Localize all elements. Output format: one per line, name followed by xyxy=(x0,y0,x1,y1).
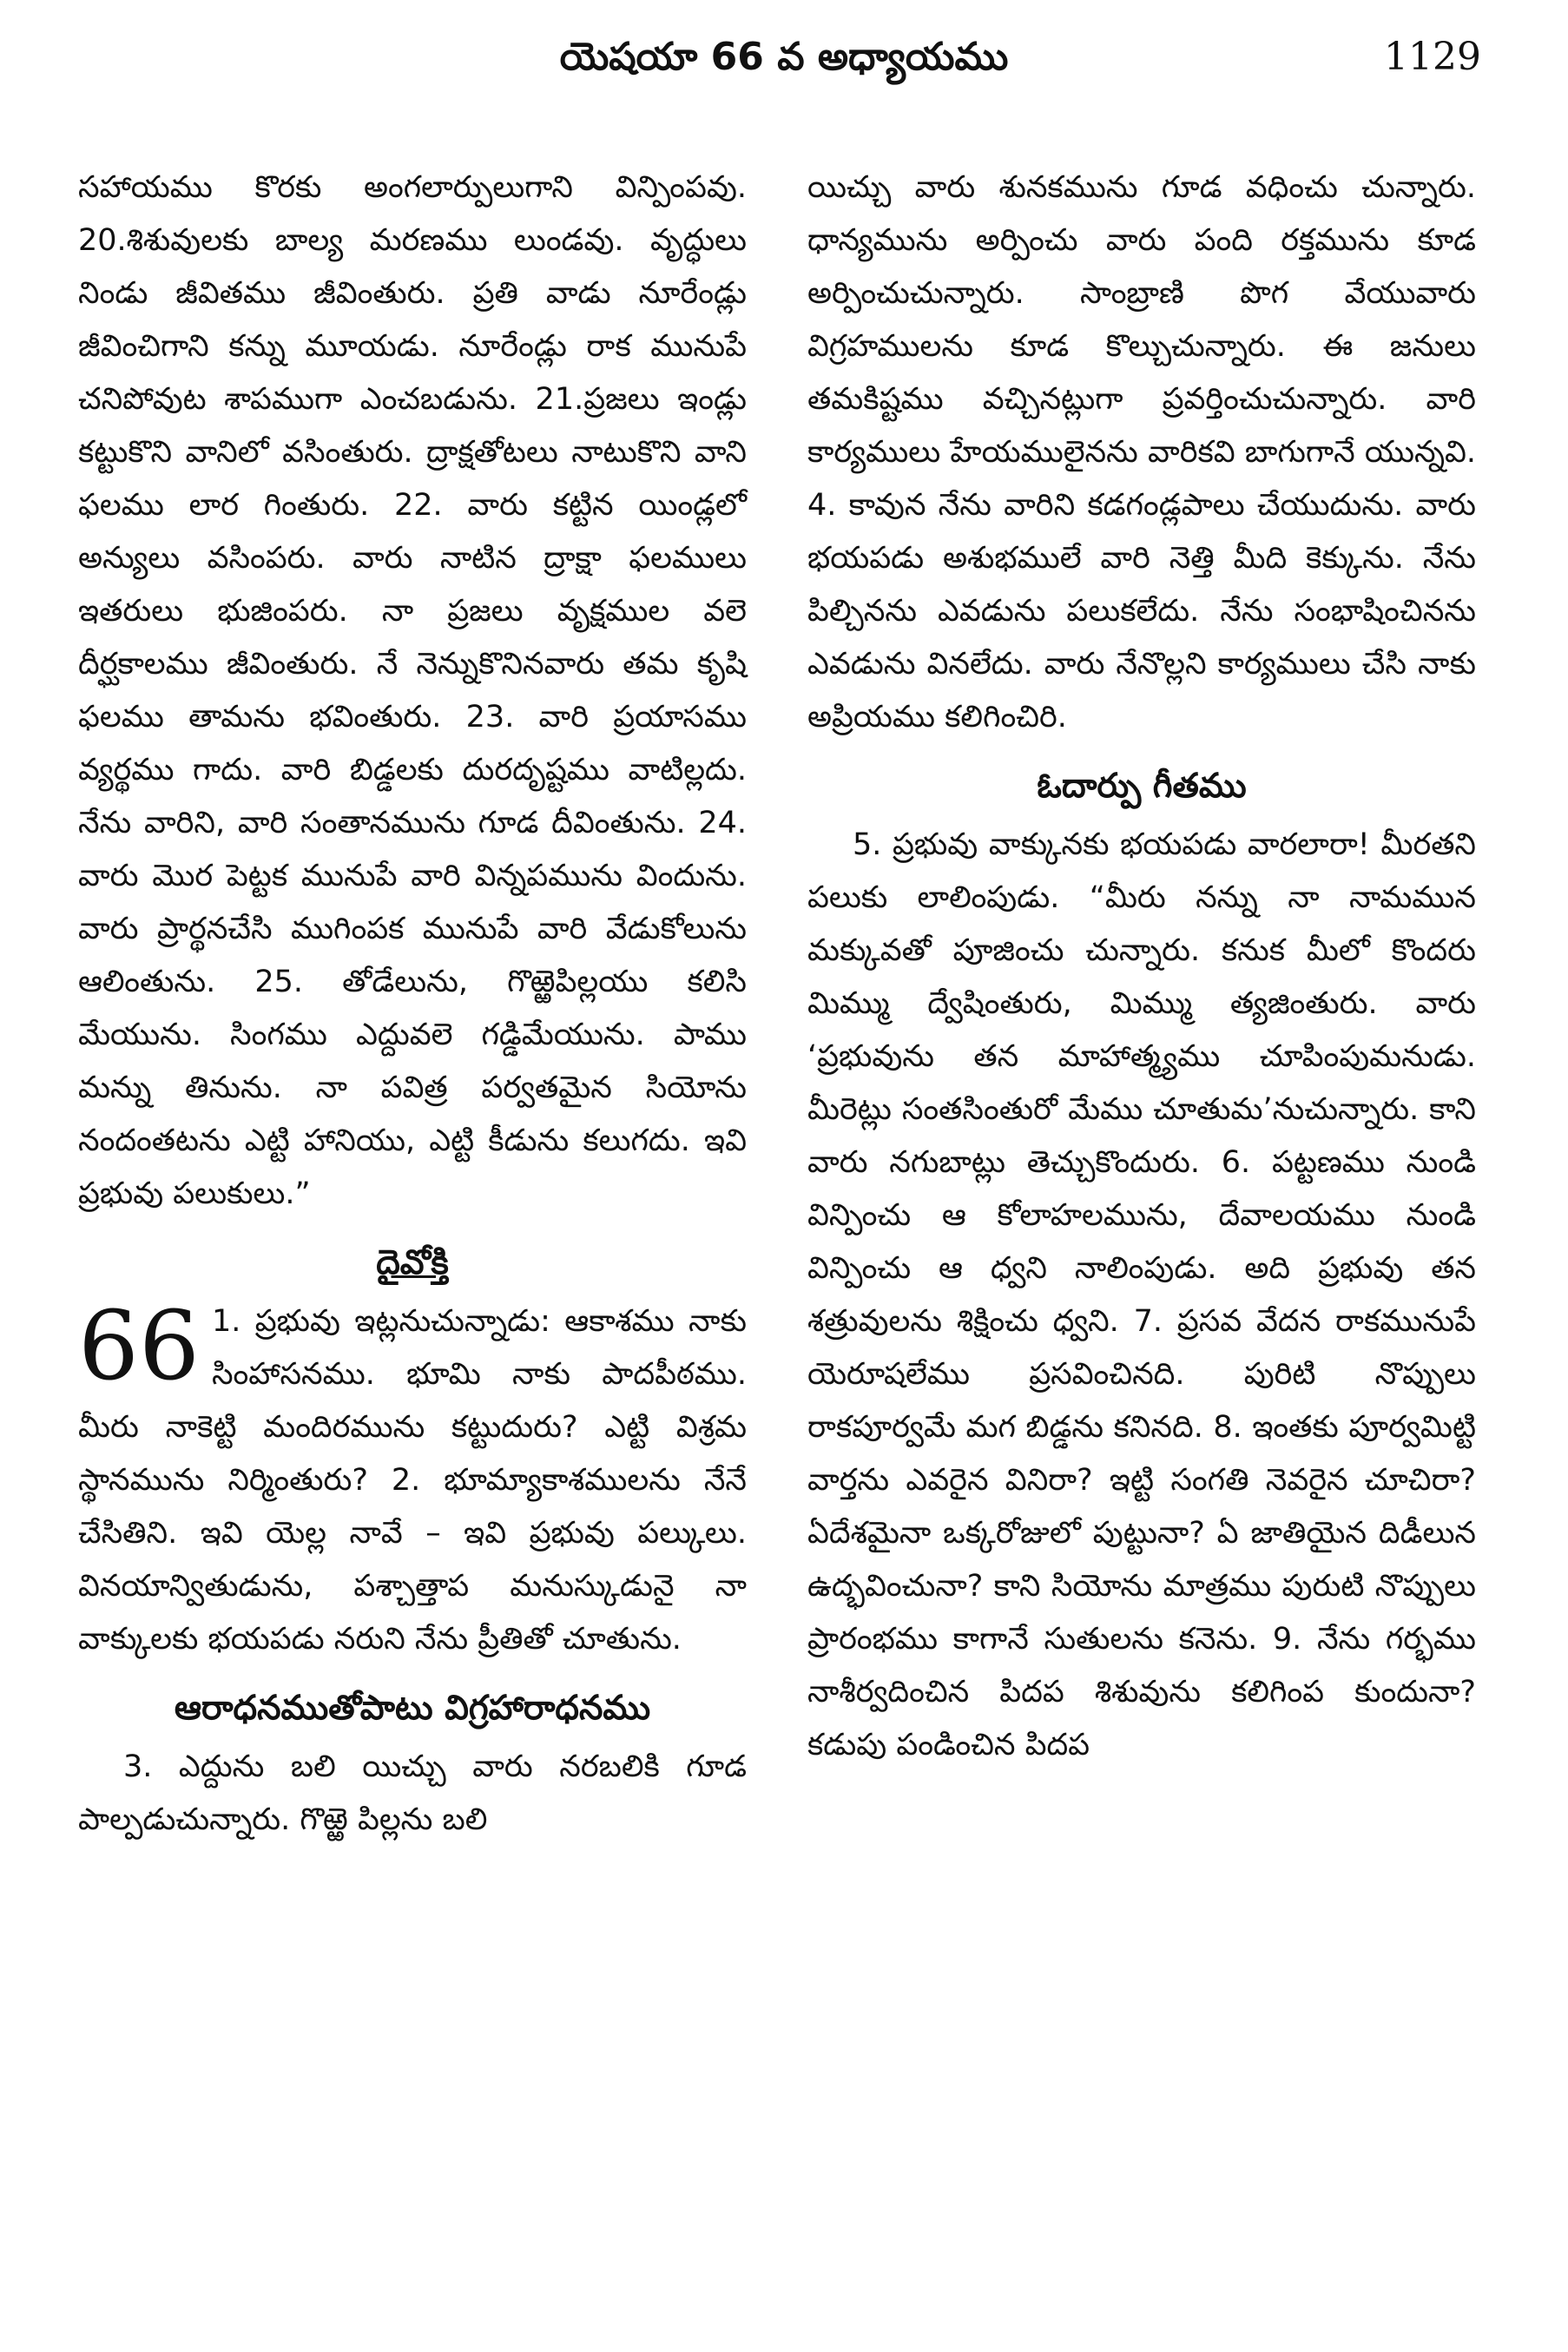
section-heading-text: దైవోక్తి xyxy=(376,1243,449,1282)
verse-paragraph: సహాయము కొరకు అంగలార్పులుగాని విన్పింపవు. 20.శిశువులకు బాల్య మరణము లుండవు. వృద్ధులు నిండు జీవితము జీవింతురు. ప్రతి వాడు నూరేండ్లు జీవించిగాని కన్ను మూయడు. నూరేండ్లు రాక మునుపే చనిపోవుట శాపముగా ఎంచబడును. 21.ప్రజలు ఇండ్లు కట్టుకొని వానిలో వసింతురు. ద్రాక్షతోటలు నాటుకొని వాని ఫలము లార గింతురు. 22. వారు కట్టిన యిండ్లలో అన్యులు వసింపరు. వారు నాటిన ద్రాక్షా ఫలములు ఇతరులు భుజింపరు. నా ప్రజలు వృక్షముల వలె దీర్ఘకాలము జీవింతురు. నే నెన్నుకొనినవారు తమ కృషి ఫలము తామను భవింతురు. 23. వారి ప్రయాసము వ్యర్థము గాదు. వారి బిడ్డలకు దురదృష్టము వాటిల్లదు. నేను వారిని, వారి సంతానమును గూడ దీవింతును. 24. వారు మొర పెట్టక మునుపే వారి విన్నపమును విందును. వారు ప్రార్థనచేసి ముగింపక మునుపే వారి వేడుకోలును ఆలింతును. 25. తోడేలును, గొఱ్ఱెపిల్లయు కలిసి మేయును. సింగము ఎద్దువలె గడ్డిమేయును. పాము మన్ను తినును. నా పవిత్ర పర్వతమైన సియోను నందంతటను ఎట్టి హానియు, ఎట్టి కీడును కలుగదు. ఇవి ప్రభువు పలుకులు.” xyxy=(78,170,747,1211)
section-heading: ఆరాధనముతోపాటు విగ్రహారాధనము xyxy=(174,1689,651,1728)
right-column xyxy=(807,161,1476,1772)
page-header xyxy=(0,35,1568,104)
section-heading xyxy=(78,1233,747,1294)
section-heading: ఓదార్పు గీతము xyxy=(1037,767,1247,806)
verse-paragraph: యిచ్చు వారు శునకమును గూడ వధించు చున్నారు. ధాన్యమును అర్పించు వారు పంది రక్తమును కూడ అర్పించుచున్నారు. సాంబ్రాణి పొగ వేయువారు విగ్రహములను కూడ కొల్చుచున్నారు. ఈ జనులు తమకిష్టము వచ్చినట్లుగా ప్రవర్తించుచున్నారు. వారి కార్యములు హేయములైనను వారికవి బాగుగానే యున్నవి. 4. కావున నేను వారిని కడగండ్లపాలు చేయుదును. వారు భయపడు అశుభములే వారి నెత్తి మీది కెక్కును. నేను పిల్చినను ఎవడును పలుకలేదు. నేను సంభాషించినను ఎవడును వినలేదు. వారు నేనొల్లని కార్యములు చేసి నాకు అప్రియము కలిగించిరి. xyxy=(807,170,1476,735)
left-column xyxy=(78,161,747,1847)
verse-paragraph: 3. ఎద్దును బలి యిచ్చు వారు నరబలికి గూడ పాల్పడుచున్నారు. గొఱ్ఱె పిల్లను బలి xyxy=(78,1749,747,1837)
running-header-title: యెషయా 66 వ అధ్యాయము xyxy=(559,35,1009,79)
verse-paragraph: 5. ప్రభువు వాక్కునకు భయపడు వారలారా! మీరతని పలుకు లాలింపుడు. “మీరు నన్ను నా నామమున మక్కువతో పూజించు చున్నారు. కనుక మీలో కొందరు మిమ్ము ద్వేషింతురు, మిమ్ము త్యజింతురు. వారు ‘ప్రభువును తన మాహాత్మ్యము చూపింపుమనుడు. మీరెట్లు సంతసింతురో మేము చూతుమ’నుచున్నారు. కాని వారు నగుబాట్లు తెచ్చుకొందురు. 6. పట్టణము నుండి విన్పించు ఆ కోలాహలమును, దేవాలయము నుండి విన్పించు ఆ ధ్వని నాలింపుడు. అది ప్రభువు తన శత్రువులను శిక్షించు ధ్వని. 7. ప్రసవ వేదన రాకమునుపే యెరూషలేము ప్రసవించినది. పురిటి నొప్పులు రాకపూర్వమే మగ బిడ్డను కనినది. 8. ఇంతకు పూర్వమిట్టి వార్తను ఎవరైన వినిరా? ఇట్టి సంగతి నెవరైన చూచిరా? ఏదేశమైనా ఒక్కరోజులో పుట్టునా? ఏ జాతియైన దిడీలున ఉద్భవించునా? కాని సియోను మాత్రము పురుటి నొప్పులు ప్రారంభము కాగానే సుతులను కనెను. 9. నేను గర్భము నాశీర్వదించిన పిదప శిశువును కలిగింప కుందునా? కడుపు పండించిన పిదప xyxy=(807,827,1476,1762)
chapter-number: 66 xyxy=(78,1290,200,1401)
page-number: 1129 xyxy=(1384,35,1481,79)
chapter-opening-paragraph xyxy=(78,1290,747,1666)
verse-text: 1. ప్రభువు ఇట్లనుచున్నాడు: ఆకాశము నాకు సింహాసనము. భూమి నాకు పాదపీఠము. మీరు నాకెట్టి మందిరమును కట్టుదురు? ఎట్టి విశ్రమ స్థానమును నిర్మింతురు? 2. భూమ్యాకాశములను నేనే చేసితిని. ఇవి యెల్ల నావే – ఇవి ప్రభువు పల్కులు. వినయాన్వితుడును, పశ్చాత్తాప మనుస్కుడునై నా వాక్కులకు భయపడు నరుని నేను ప్రీతితో చూతును. xyxy=(78,1304,747,1657)
